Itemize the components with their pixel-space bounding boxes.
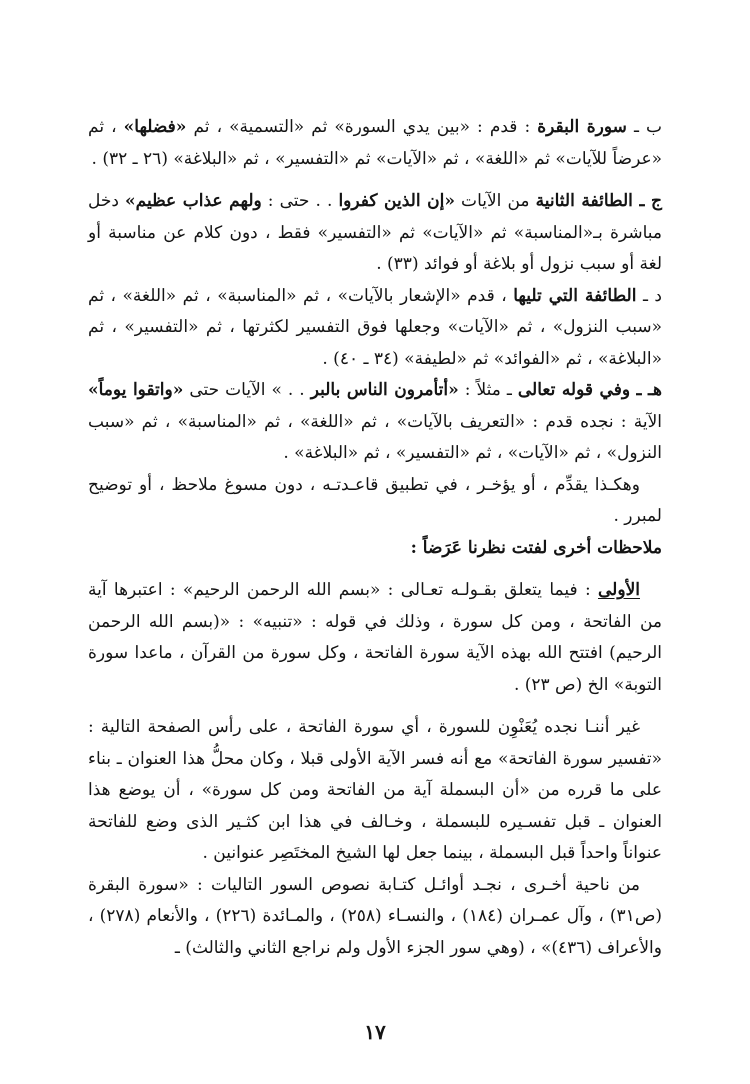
text-run: ـ مثلاً :	[458, 380, 518, 400]
text-run: دخل مباشرة بـ«المناسبة» ثم «الآيات» ثم «التفسير» فقط ، دون كلام عن مناسبة أو لغة أو سبب نزول أو بلاغة أو فوائد (٣٣) .	[88, 191, 662, 274]
underline-text: الأولى	[598, 580, 640, 600]
page-number: ١٧	[364, 1020, 386, 1044]
text-run: : فيما يتعلق بقـولـه تعـالى : «بسم الله الرحمن الرحيم» : اعتبرها آية من الفاتحة ، ومن كل سورة ، وذلك في قوله : «تنبيه» : «(بسم الله الرحمن الرحيم) افتتح الله بهذه الآية سورة الفاتحة ، وكل سورة من القرآن ، ماعدا سورة التوبة» الخ (ص ٢٣) .	[88, 580, 662, 695]
paragraph	[88, 870, 662, 965]
paragraph	[88, 375, 662, 470]
text-run: ، قدم «الإشعار بالآيات» ، ثم «المناسبة» ، ثم «اللغة» ، ثم «سبب النزول» ، ثم «الآيات» وجعلها فوق التفسير لكثرتها ، ثم «التفسير» ، ثم «البلاغة» ، ثم «الفوائد» ثم «لطيفة» (٣٤ ـ ٤٠) .	[88, 285, 662, 369]
text-run: وهكـذا يقدِّم ، أو يؤخـر ، في تطبيق قاعـدتـه ، دون مسوغ ملاحظ ، أو توضيح لمبرر .	[88, 474, 662, 526]
bold-run: ملاحظات أخرى لفتت نظرنا عَرَضاً :	[410, 537, 662, 558]
text-run: د ـ	[636, 285, 663, 306]
underlined-bold-run	[598, 580, 640, 600]
paragraph	[88, 575, 662, 701]
text-run: . . » الآيات حتى	[183, 380, 311, 400]
bold-run: الطائفة التي تليها	[513, 285, 637, 306]
bold-run: ج ـ الطائفة الثانية	[535, 191, 663, 211]
paragraph	[88, 712, 662, 870]
paragraph	[88, 533, 662, 565]
text-run: ب ـ	[626, 117, 663, 137]
text-run: غير أننـا نجده يُعَنْوِن للسورة ، أي سورة الفاتحة ، على رأس الصفحة التالية : «تفسير سورة الفاتحة» مع أنه فسر الآية الأولى قبلا ، وكان محلُّ هذا العنوان ـ بناء على ما قرره من «أن البسملة آية من الفاتحة ومن كل سورة» ، أن يوضع هذا العنوان ـ قبل تفسـيره للبسملة ، وخـالف في هذا ابن كثـير الذى وضع للفاتحة عنواناً واحداً قبل البسملة ، بينما جعل لها الشيخ المختَصِر عنوانين .	[88, 717, 662, 863]
paragraph	[88, 281, 662, 376]
page-body-text	[88, 112, 662, 964]
paragraph	[88, 186, 662, 281]
bold-run: «فضلها»	[123, 117, 187, 137]
text-run: . . حتى :	[261, 191, 339, 211]
bold-run: «واتقوا يوماً»	[88, 380, 184, 400]
text-run: من الآيات	[454, 191, 536, 211]
bold-run: ولهم عذاب عظيم»	[125, 191, 262, 211]
bold-run: هـ ـ وفي قوله تعالى	[517, 380, 662, 400]
paragraph	[88, 112, 662, 175]
paragraph	[88, 470, 662, 533]
bold-run: «أتأمرون الناس بالبر	[310, 380, 459, 400]
bold-run: «إن الذين كفروا	[338, 191, 455, 211]
text-run: : قدم : «بين يدي السورة» ثم «التسمية» ، ثم	[186, 117, 538, 137]
text-run: الآية : نجده قدم : «التعريف بالآيات» ، ثم «اللغة» ، ثم «المناسبة» ، ثم «سبب النزول» ، ثم «الآيات» ، ثم «التفسير» ، ثم «البلاغة» .	[88, 411, 662, 463]
text-run: من ناحية أخـرى ، نجـد أوائـل كتـابة نصوص السور التاليات : «سورة البقرة (ص٣١) ، وآل عمـران (١٨٤) ، والنسـاء (٢٥٨) ، والمـائدة (٢٢٦) ، والأنعام (٢٧٨) ، والأعراف (٤٣٦)» ، (وهي سور الجزء الأول ولم نراجع الثاني والثالث) ـ	[88, 874, 662, 958]
bold-run: سورة البقرة	[537, 117, 627, 137]
text-run: ، ثم «عرضاً للآيات» ثم «اللغة» ، ثم «الآيات» ثم «التفسير» ، ثم «البلاغة» (٢٦ ـ ٣٢) .	[88, 117, 662, 169]
